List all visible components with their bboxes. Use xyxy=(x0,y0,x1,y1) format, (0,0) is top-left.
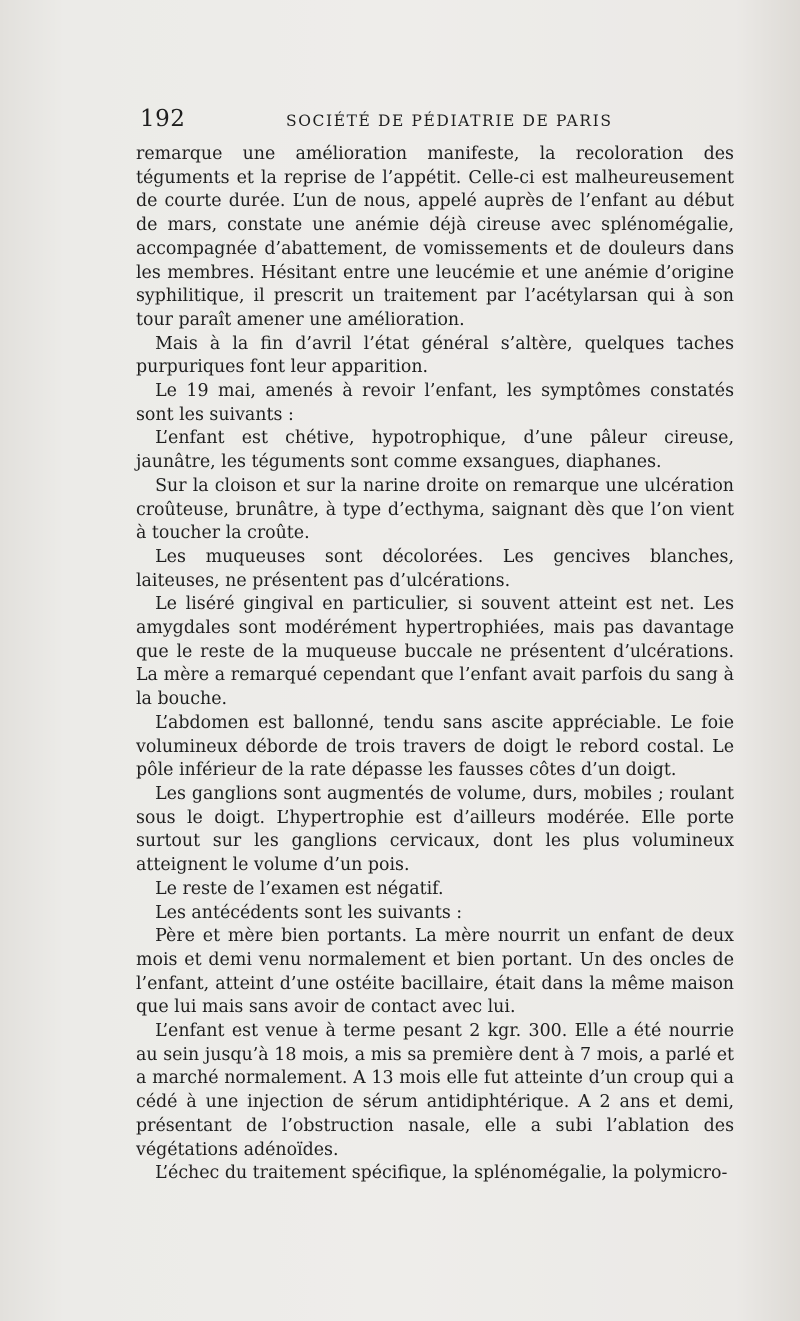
paragraph: Les ganglions sont augmentés de volume, durs, mobiles ; roulant sous le doigt. L’hypertrophie est d’ailleurs modérée. Elle porte surtout sur les ganglions cervicaux, dont les plus volumineux atteignent le volume d’un pois. xyxy=(136,783,734,876)
paragraph: Le reste de l’examen est négatif. xyxy=(155,878,444,899)
paragraph: Mais à la fin d’avril l’état général s’altère, quelques taches purpuriques font leur apparition. xyxy=(136,333,734,378)
paragraph: Les antécédents sont les suivants : xyxy=(155,902,463,923)
paragraph: Sur la cloison et sur la narine droite on remarque une ulcération croûteuse, brunâtre, à type d’ecthyma, saignant dès que l’on vient à toucher la croûte. xyxy=(136,475,734,544)
page-header xyxy=(138,106,732,136)
paragraph: L’enfant est chétive, hypotrophique, d’une pâleur cireuse, jaunâtre, les téguments sont comme exsangues, diaphanes. xyxy=(136,428,734,473)
running-title: SOCIÉTÉ DE PÉDIATRIE DE PARIS xyxy=(286,112,613,130)
page-number: 192 xyxy=(140,106,186,132)
paragraph: remarque une amélioration manifeste, la recoloration des téguments et la reprise de l’appétit. Celle-ci est malheureusement de courte durée. L’un de nous, appelé auprès de l’enfant au début de mars, constate une anémie déjà cireuse avec splénomégalie, accompagnée d’abattement, de vomissements et de douleurs dans les membres. Hésitant entre une leucémie et une anémie d’origine syphilitique, il prescrit un traitement par l’acétylarsan qui à son tour paraît amener une amélioration. xyxy=(136,144,734,330)
paragraph: Père et mère bien portants. La mère nourrit un enfant de deux mois et demi venu normalement et bien portant. Un des oncles de l’enfant, atteint d’une ostéite bacillaire, était dans la même maison que lui mais sans avoir de contact avec lui. xyxy=(136,926,734,1018)
body-text xyxy=(136,143,734,1186)
paragraph: Les muqueuses sont décolorées. Les gencives blanches, laiteuses, ne présentent pas d’ulcérations. xyxy=(136,546,734,591)
paragraph: Le liséré gingival en particulier, si souvent atteint est net. Les amygdales sont modérément hypertrophiées, mais pas davantage que le reste de la muqueuse buccale ne présentent d’ulcérations. La mère a remarqué cependant que l’enfant avait parfois du sang à la bouche. xyxy=(136,594,734,710)
paragraph: L’enfant est venue à terme pesant 2 kgr. 300. Elle a été nourrie au sein jusqu’à 18 mois, a mis sa première dent à 7 mois, a parlé et a marché normalement. A 13 mois elle fut atteinte d’un croup qui a cédé à une injection de sérum antidiphtérique. A 2 ans et demi, présentant de l’obstruction nasale, elle a subi l’ablation des végétations adénoïdes. xyxy=(136,1021,734,1160)
paragraph: Le 19 mai, amenés à revoir l’enfant, les symptômes constatés sont les suivants : xyxy=(136,381,734,425)
paragraph: L’échec du traitement spécifique, la splénomégalie, la polymicro- xyxy=(155,1163,728,1184)
paragraph: L’abdomen est ballonné, tendu sans ascite appréciable. Le foie volumineux déborde de trois travers de doigt le rebord costal. Le pôle inférieur de la rate dépasse les fausses côtes d’un doigt. xyxy=(136,712,734,781)
